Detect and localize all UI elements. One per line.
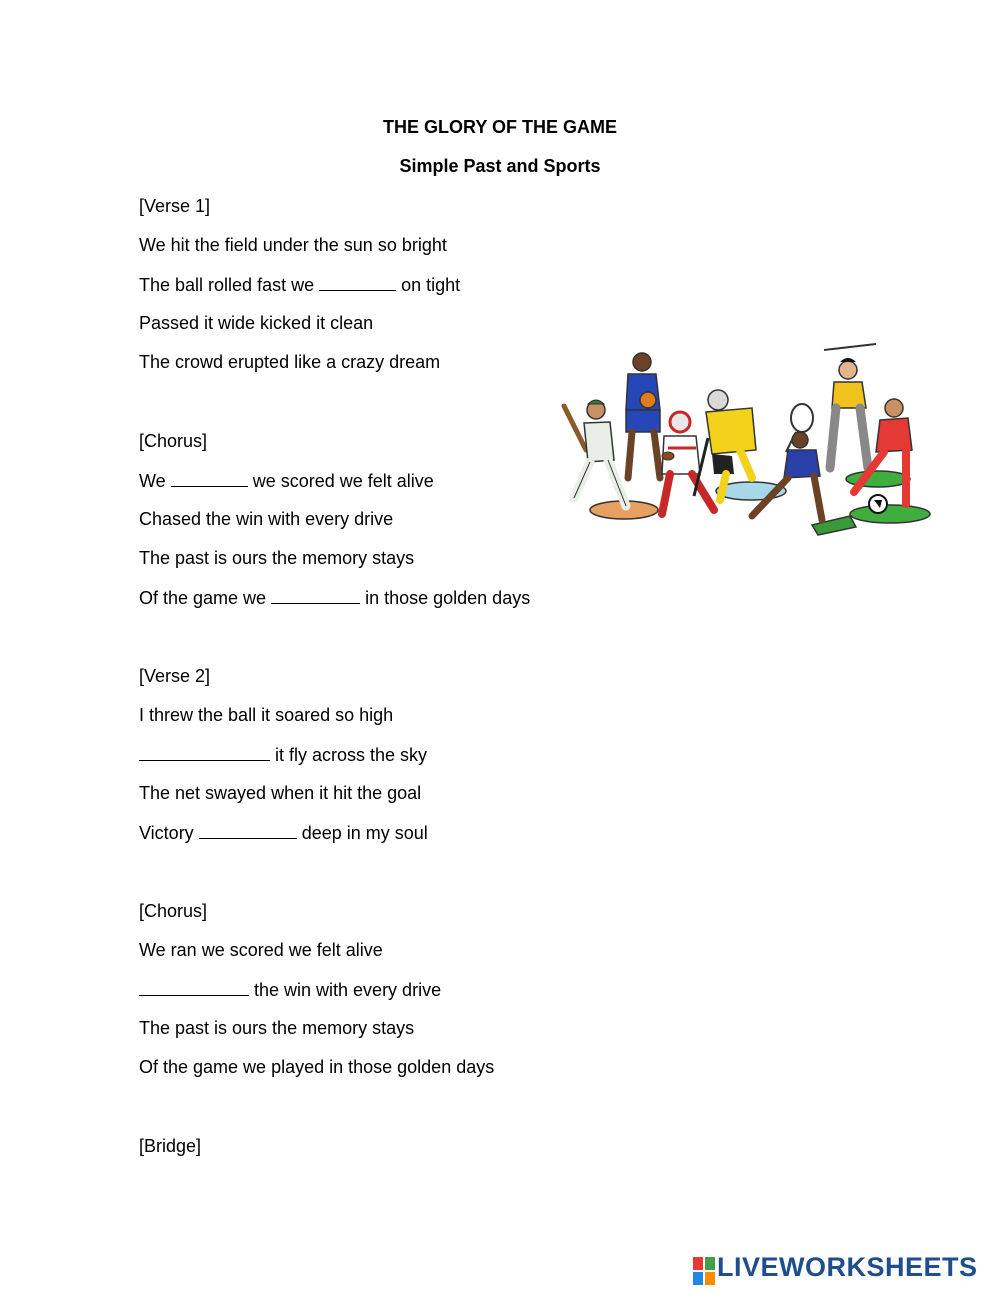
blank-input[interactable] — [139, 979, 249, 996]
lyric-line: We we scored we felt alive — [139, 471, 434, 491]
logo-icon — [692, 1256, 716, 1286]
lyric-line: The net swayed when it hit the goal — [139, 783, 422, 803]
blank-input[interactable] — [139, 744, 270, 761]
liveworksheets-logo — [692, 1254, 992, 1286]
lyric-line: the win with every drive — [139, 979, 441, 1001]
lyric-line: Chased the win with every drive — [139, 509, 394, 529]
section-label-chorus: [Chorus] — [139, 901, 208, 921]
sports-players-illustration — [556, 338, 936, 543]
blank-input[interactable] — [319, 274, 396, 291]
blank-input[interactable] — [199, 822, 297, 839]
section-label-bridge: [Bridge] — [139, 1136, 202, 1156]
blank-input[interactable] — [271, 587, 360, 604]
lyric-line: I threw the ball it soared so high — [139, 705, 394, 725]
lyric-line: The crowd erupted like a crazy dream — [139, 352, 441, 372]
section-label-verse-1: [Verse 1] — [139, 196, 211, 216]
section-label-chorus: [Chorus] — [139, 431, 208, 451]
lyric-line: The past is ours the memory stays — [139, 548, 415, 568]
worksheet-subtitle: Simple Past and Sports — [399, 156, 601, 176]
lyric-line: We ran we scored we felt alive — [139, 940, 383, 960]
lyric-line: The past is ours the memory stays — [139, 1018, 415, 1038]
lyric-line: Passed it wide kicked it clean — [139, 313, 374, 333]
lyric-line: Of the game we in those golden days — [139, 588, 531, 608]
lyric-line: Victory deep in my soul — [139, 823, 428, 843]
section-label-verse-2: [Verse 2] — [139, 666, 211, 686]
logo-text: LIVEWORKSHEETS — [717, 1252, 978, 1282]
blank-input[interactable] — [171, 470, 248, 487]
worksheet-title: THE GLORY OF THE GAME — [382, 117, 617, 137]
lyric-line: We hit the field under the sun so bright — [139, 235, 447, 255]
lyric-line: it fly across the sky — [139, 744, 427, 766]
lyric-line: Of the game we played in those golden days — [139, 1057, 495, 1077]
lyric-line: The ball rolled fast we on tight — [139, 275, 461, 295]
